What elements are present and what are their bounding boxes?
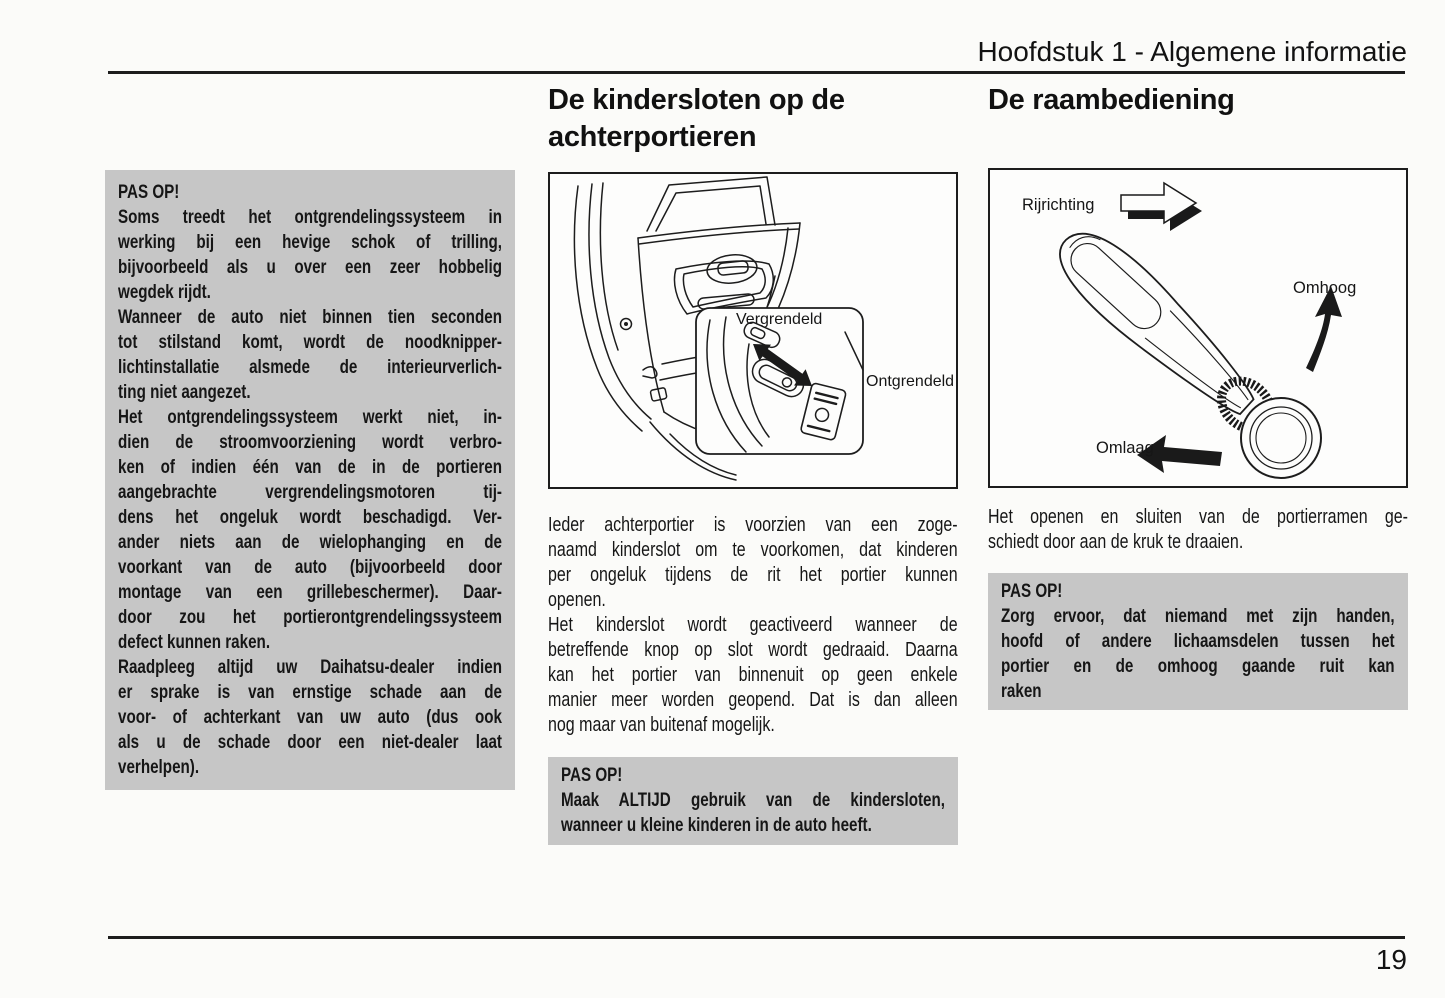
text-line: Zorg ervoor, dat niemand met zijn handen, xyxy=(1001,606,1395,627)
label-window-down: Omlaag xyxy=(1096,439,1154,457)
figure-rear-door-child-lock xyxy=(548,172,958,489)
header-rule xyxy=(108,71,1405,74)
footer-rule xyxy=(108,936,1405,939)
warning-box-child-locks xyxy=(548,757,958,845)
text-line: lichtinstallatie alsmede de interieurverlich- xyxy=(118,357,502,378)
crank-knob xyxy=(1241,398,1321,478)
text-line: dien de stroomvoorziening wordt verbro- xyxy=(118,432,502,453)
text-line: betreffende knop op slot wordt gedraaid. Daarna xyxy=(548,639,958,661)
paragraph xyxy=(118,405,502,655)
text-line: openen. xyxy=(548,589,606,611)
text-line: bijvoorbeeld als u over een zeer hobbelig xyxy=(118,257,502,278)
text-line: PAS OP! xyxy=(561,765,623,786)
label-window-up: Omhoog xyxy=(1293,279,1357,297)
text-line: voor- of achterkant van uw auto (dus ook xyxy=(118,707,502,728)
text-line: Wanneer de auto niet binnen tien seconden xyxy=(118,307,502,328)
text-line: Het openen en sluiten van de portierramen ge- xyxy=(988,506,1408,528)
text-line: ken of indien één van de in de portieren xyxy=(118,457,502,478)
text-line: Het kinderslot wordt geactiveerd wanneer de xyxy=(548,614,958,636)
text-line: aangebrachte vergrendelingsmotoren tij- xyxy=(118,482,502,503)
text-line: wanneer u kleine kinderen in de auto heeft. xyxy=(561,815,872,836)
paragraph xyxy=(118,205,502,305)
text-line: ting niet aangezet. xyxy=(118,382,251,403)
paragraph xyxy=(548,613,958,738)
text-line: nog maar van buitenaf mogelijk. xyxy=(548,714,775,736)
warning-box-unlock-system xyxy=(105,170,515,790)
text-line: wegdek rijdt. xyxy=(118,282,211,303)
paragraph xyxy=(548,513,958,613)
paragraph xyxy=(561,763,945,788)
warning-text xyxy=(118,180,502,780)
text-line: door zou het portierontgrendelingssysteem xyxy=(118,607,502,628)
text-line: raken xyxy=(1001,681,1042,702)
door-illustration xyxy=(550,174,956,487)
text-line: defect kunnen raken. xyxy=(118,632,271,653)
page-number: 19 xyxy=(1375,944,1407,975)
text-line: montage van een grillebeschermer). Daar- xyxy=(118,582,502,603)
text-line: PAS OP! xyxy=(118,182,180,203)
text-line: per ongeluk tijdens de rit het portier kunnen xyxy=(548,564,958,586)
text-line: dens het ongeluk wordt beschadigd. Ver- xyxy=(118,507,502,528)
text-line: Raadpleeg altijd uw Daihatsu-dealer indien xyxy=(118,657,502,678)
paragraph xyxy=(118,305,502,405)
text-line: portier en de omhoog gaande ruit kan xyxy=(1001,656,1395,677)
text-line: Ieder achterportier is voorzien van een zoge- xyxy=(548,514,958,536)
text-line: er sprake is van ernstige schade aan de xyxy=(118,682,502,703)
text-line: hoofd of andere lichaamsdelen tussen het xyxy=(1001,631,1395,652)
paragraph xyxy=(988,505,1408,555)
paragraph xyxy=(1001,579,1395,604)
warning-box-window xyxy=(988,573,1408,710)
text-line: schiedt door aan de kruk te draaien. xyxy=(988,531,1244,553)
text-line: verhelpen). xyxy=(118,757,200,778)
label-locked: Vergrendeld xyxy=(736,311,823,328)
window-controls-body-text xyxy=(988,505,1408,555)
window-up-arrow xyxy=(1306,286,1342,372)
paragraph xyxy=(118,655,502,780)
child-lock-body-text xyxy=(548,513,958,738)
chapter-header: Hoofdstuk 1 - Algemene informatie xyxy=(977,36,1407,67)
text-line: voorkant van de auto (bijvoorbeeld door xyxy=(118,557,502,578)
paragraph xyxy=(118,180,502,205)
text-line: werking bij een hevige schok of trilling, xyxy=(118,232,502,253)
section-title-child-locks: De kindersloten op de achterportieren xyxy=(548,84,845,153)
crank-illustration xyxy=(990,170,1406,486)
text-line: naamd kinderslot om te voorkomen, dat kinderen xyxy=(548,539,958,561)
paragraph xyxy=(561,788,945,838)
paragraph xyxy=(1001,604,1395,704)
figure-window-crank xyxy=(988,168,1408,488)
text-line: als u de schade door een niet-dealer laat xyxy=(118,732,502,753)
section-title-window-controls: De raambediening xyxy=(988,84,1235,116)
door-line-art xyxy=(574,177,863,480)
text-line: tot stilstand komt, wordt de noodknipper- xyxy=(118,332,502,353)
text-line: ander niets aan de wielophanging en de xyxy=(118,532,502,553)
crank-handle xyxy=(1045,217,1269,430)
label-driving-direction: Rijrichting xyxy=(1022,196,1095,214)
text-line: manier meer worden geopend. Dat is dan alleen xyxy=(548,689,958,711)
text-line: Soms treedt het ontgrendelingssysteem in xyxy=(118,207,502,228)
text-line: Het ontgrendelingssysteem werkt niet, in- xyxy=(118,407,502,428)
text-line: kan het portier van binnenuit op geen enkele xyxy=(548,664,958,686)
text-line: Maak ALTIJD gebruik van de kindersloten, xyxy=(561,790,945,811)
label-unlocked: Ontgrendeld xyxy=(866,373,955,390)
text-line: PAS OP! xyxy=(1001,581,1063,602)
inset-box xyxy=(696,308,863,454)
